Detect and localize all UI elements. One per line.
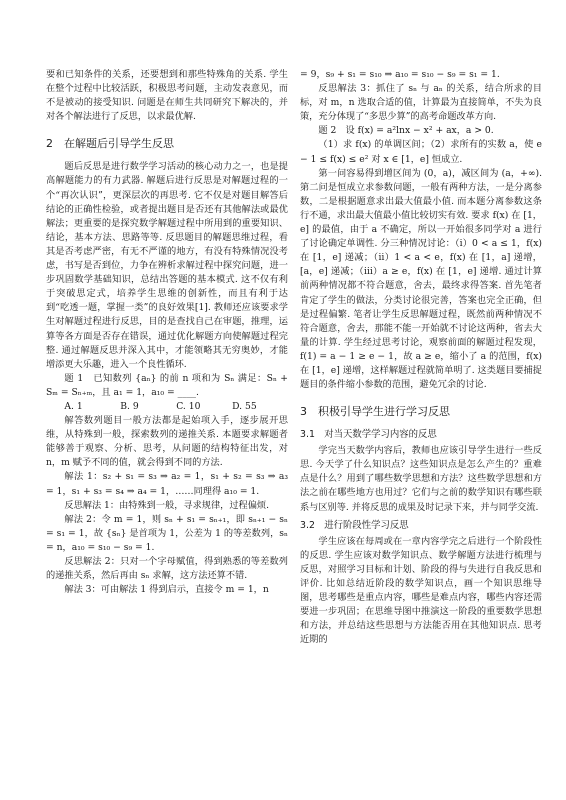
paragraph: 学生应该在每周或在一章内容学完之后进行一个阶段性的反思. 学生应该对数学知识点、数学解题方法进行梳理与反思，对照学习目标和计划、阶段的得与失进行自我反思和评价. 比如总结近阶段的数学知识点，画一个知识思维导图，思考哪些是重点内容，哪些是难点内容，哪些内容还需要进一步巩固；在思维导图中推演这一阶段的重要数学思想和方法，并总结这些思想与方法能否用在其他知识点. 思考近期的 xyxy=(300,535,542,646)
paragraph: 学完当天数学内容后，教师也应该引导学生进行一些反思. 今天学了什么知识点？这些知识点是怎么产生的？重难点是什么？用到了哪些数学思想和方法？这些数学思想和方法之前在哪些地方也用过？它们与之前的数学知识有哪些联系与区别等. 并将反思的成果及时记录下来，并与同学交流. xyxy=(300,445,542,513)
option-a: A. 1 xyxy=(64,400,83,412)
option-d: D. 55 xyxy=(232,400,257,412)
problem-statement: 题 2 设 f(x) = a²lnx − x² + ax，a > 0. xyxy=(318,125,494,137)
reflection-1: 反思解法 1：由特殊到一般，寻求规律，过程偏烦. xyxy=(64,499,270,511)
reflection-2: 反思解法 2：只对一个字母赋值，得到熟悉的等差数列的递推关系，然后再由 sₙ 求解，这方法还算不错. xyxy=(46,556,288,582)
paragraph: 第一问容易得到增区间为 (0，a)，减区间为 (a，+∞). 第二问是恒成立求参数问题，一般有两种方法，一是分离参数，二是根据题意求出最大值最小值. 而本题分离参数这条行不通，求出最大值最小值比较切实有效. 要求 f(x) 在 [1，e] 的最值，由于 a 不确定，所以一开始很多同学对 a 进行了讨论确定单调性. 分三种情况讨论：（ⅰ）0 < a ≤ 1，f(x) 在 [1，e] 递减；（ⅱ）1 < a < e，f(x) 在 [1，a] 递增，[a，e] 递减；（ⅲ）a ≥ e，f(x) 在 [1，e] 递增. 通过计算前两种情况都不符合题意，舍去，最终求得答案. 首先笔者肯定了学生的做法，分类讨论很完善，答案也完全正确，但是过程偏繁. 笔者让学生反思解题过程，既然前两种情况不符合题意，舍去，那能不能一开始就不讨论这两种，省去大量的计算. 学生经过思考讨论，观察前面的解题过程发现，f(1) = a − 1 ≥ e − 1，故 a ≥ e，缩小了 a 的范围，f(x) 在 [1，e] 递增，这样解题过程就简单明了. 这类题目要捕捉题目的条件缩小参数的范围，避免冗余的讨论. xyxy=(300,167,542,391)
subsection-heading: 3.1 对当天数学学习内容的反思 xyxy=(300,429,437,441)
answer-options xyxy=(46,400,288,414)
right-column xyxy=(300,68,542,647)
paragraph: 要和已知条件的关系，还要想到和那些特殊角的关系. 学生在整个过程中比较活跃，积极思考问题，主动发表意见，而不是被动的接受知识. 问题是在师生共同研究下解决的，并对各个解法进行了反思，以求最优解. xyxy=(46,69,288,123)
solution-2: 解法 2：令 m = 1，则 sₙ + s₁ = sₙ₊₁，即 sₙ₊₁ − sₙ = s₁ = 1，故 {sₙ} 是首项为 1，公差为 1 的等差数列，sₙ = n，a₁₀ = s₁₀ − s₉ = 1. xyxy=(46,513,288,553)
solution-3-continued: = 9，s₉ + s₁ = s₁₀ ⇒ a₁₀ = s₁₀ − s₉ = s₁ = 1. xyxy=(300,69,500,80)
left-column xyxy=(46,68,288,597)
option-c: C. 10 xyxy=(176,400,201,412)
section-heading: 2 在解题后引导学生反思 xyxy=(46,137,174,151)
solution-1: 解法 1：s₂ + s₁ = s₃ ⇒ a₂ = 1，s₁ + s₂ = s₃ ⇒ a₃ = 1，s₁ + s₃ = s₄ ⇒ a₄ = 1，……同理得 a₁₀ = 1. xyxy=(46,471,288,497)
paragraph: 题后反思是进行数学学习活动的核心动力之一，也是提高解题能力的有力武器. 解题后进行反思是对解题过程的一个“再次认识”，更深层次的再思考. 它不仅是对题目解答后结论的正确性检验，或者提出题目是否还有其他解法或最优解法；更重要的是探究数学解题过程中所用到的重要知识、结论，基本方法、思路等等. 反思题目的解题思维过程，看其是否考虑严密，有无不严谨的地方，有没有特殊情况没考虑，书写是否到位，力争在辨析求解过程中探究问题，进一步巩固数学基础知识，总结出答题的基本模式. 这不仅有利于突破思定式，培养学生思维的创新性，而且有利于达到“吃透一题，掌握一类”的良好效果[1]. 教师还应该要求学生对解题过程进行反思，目的是查找自己在审题，推理，运算等各方面是否存在错误，通过优化解题方向使解题过程完整. 通过解题反思并深入其中，才能领略其无穷奥妙，才能增添更大乐趣，进入一个良性循环. xyxy=(46,161,288,370)
solution-3: 解法 3：可由解法 1 得到启示，直接令 m = 1，n xyxy=(64,584,269,596)
option-b: B. 9 xyxy=(120,400,139,412)
problem-statement: 题 1 已知数列 {aₙ} 的前 n 项和为 Sₙ 满足：Sₙ + Sₘ = Sₙ₊ₘ，且 a₁ = 1，a₁₀ = ____. xyxy=(46,372,288,398)
reflection-3: 反思解法 3：抓住了 sₙ 与 aₙ 的关系，结合所求的目标，对 m，n 选取合适的值，计算最为直接简单，不失为良策，充分体现了“多思少算”的高考命题改革方向. xyxy=(300,83,542,123)
subsection-heading: 3.2 进行阶段性学习反思 xyxy=(300,519,409,531)
paragraph: 解答数列题目一般方法都是起始项入手，逐步展开思维，从特殊到一般，探索数列的递推关系. 本题要求解题者能够善于观察、分析、思考，从问题的结构特征出发，对 n，m 赋予不同的值，就会得到不同的方法. xyxy=(46,415,288,469)
section-heading: 3 积极引导学生进行学习反思 xyxy=(300,405,450,419)
problem-parts: （1）求 f(x) 的单调区间；（2）求所有的实数 a，使 e − 1 ≤ f(x) ≤ e² 对 x ∈ [1，e] 恒成立. xyxy=(300,139,542,165)
